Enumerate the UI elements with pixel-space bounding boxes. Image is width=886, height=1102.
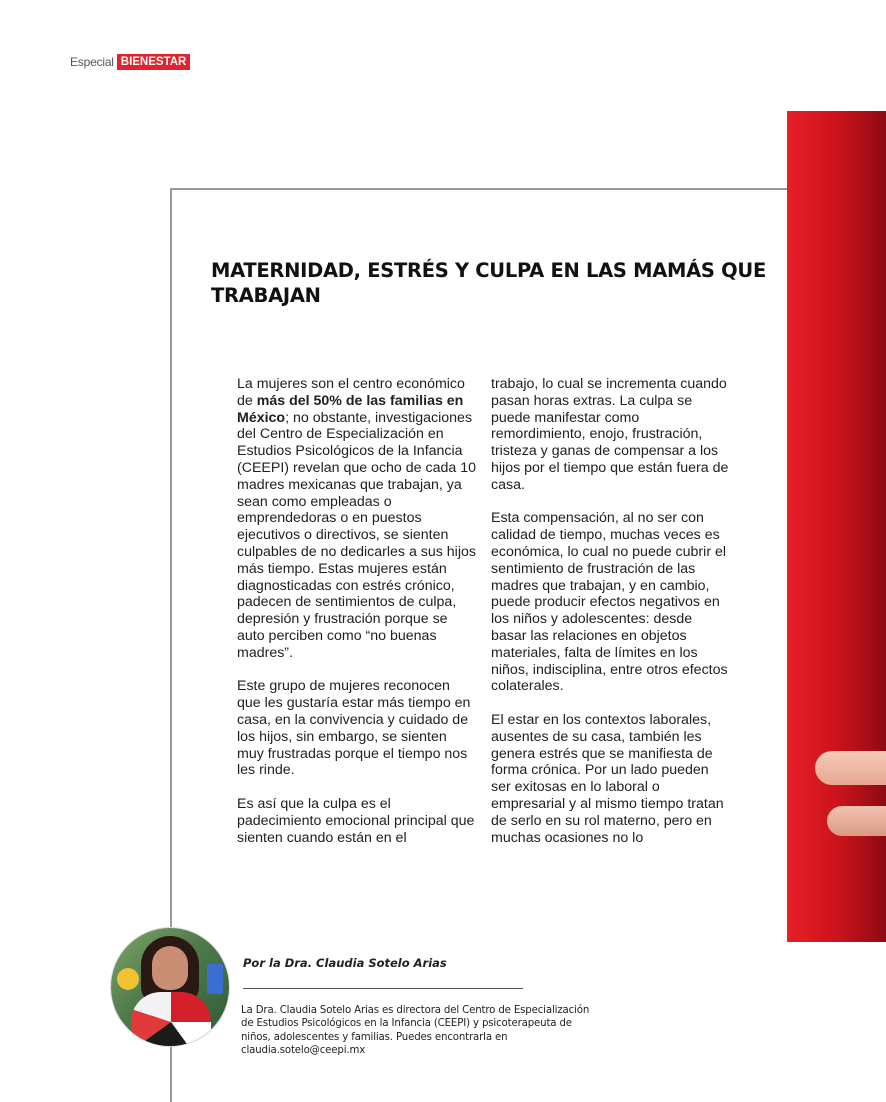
author-bio: La Dra. Claudia Sotelo Arias es directora del Centro de Especialización de Estudios Psicológicos en la Infancia (CEEPI) y psicoterapeuta de niños, adolescentes y familias. Puedes encontrarla en claudia.sotelo@ceepi.mx — [241, 1005, 590, 1057]
hand-photo-detail-2 — [827, 806, 886, 836]
avatar-dress — [131, 992, 211, 1046]
paragraph: El estar en los contextos laborales, ausentes de su casa, también les genera estrés que se manifiesta de forma crónica. Por un lado pueden ser exitosas en lo laboral o empresarial y al mismo tiempo tratan de serlo en su rol materno, pero en muchas ocasiones no lo — [491, 711, 724, 846]
author-divider — [243, 988, 523, 989]
text-run: ; no obstante, investigaciones del Centro de Especialización en Estudios Psicológicos de la Infancia (CEEPI) revelan que ocho de cada 10 madres mexicanas que trabajan, ya sean como empleadas o emprendedoras o en puestos ejecutivos o directivos, se sienten culpables de no dedicarles a sus hijos más tiempo. Estas mujeres están diagnosticadas con estrés crónico, padecen de sentimientos de culpa, depresión y frustración porque se auto perciben como “no buenas madres”. — [237, 409, 476, 661]
section-badge: BIENESTAR — [117, 54, 191, 70]
article-column-1 — [237, 376, 477, 863]
frame-left-rule — [170, 188, 172, 928]
highlight-text: más del 50% de las familias en México — [237, 392, 464, 426]
author-name: Por la Dra. Claudia Sotelo Arias — [243, 956, 447, 970]
background-toy — [207, 964, 223, 994]
avatar-face — [152, 946, 188, 990]
paragraph — [237, 376, 477, 662]
section-header — [70, 54, 190, 70]
paragraph: Es así que la culpa es el padecimiento emocional principal que sienten cuando están en el — [237, 795, 475, 846]
paragraph: trabajo, lo cual se incrementa cuando pasan horas extras. La culpa se puede manifestar como remordimiento, enojo, frustración, tristeza y ganas de compensar a los hijos por el tiempo que están fuera de casa. — [491, 376, 729, 493]
frame-top-rule — [170, 188, 787, 190]
hand-photo-detail — [815, 751, 886, 785]
article-title: MATERNIDAD, ESTRÉS Y CULPA EN LAS MAMÁS QUE TRABAJAN — [211, 259, 766, 307]
background-toy — [117, 968, 139, 990]
paragraph: Esta compensación, al no ser con calidad de tiempo, muchas veces es económica, lo cual no puede cubrir el sentimiento de frustración de las madres que trabajan, y en cambio, puede producir efectos negativos en los niños y adolescentes: desde basar las relaciones en objetos materiales, falta de límites en los niños, indisciplina, entre otros efectos colaterales. — [491, 510, 728, 695]
paragraph: Este grupo de mujeres reconocen que les gustaría estar más tiempo en casa, en la convivencia y cuidado de los hijos, sin embargo, se sienten muy frustradas porque el tiempo nos les rinde. — [237, 678, 471, 779]
section-label: Especial — [70, 55, 114, 69]
author-avatar — [111, 928, 229, 1046]
red-photo-panel — [787, 111, 886, 942]
text-run: La mujeres son el centro económico de — [237, 376, 465, 409]
article-column-2 — [491, 376, 731, 863]
frame-left-rule-lower — [170, 1044, 172, 1102]
